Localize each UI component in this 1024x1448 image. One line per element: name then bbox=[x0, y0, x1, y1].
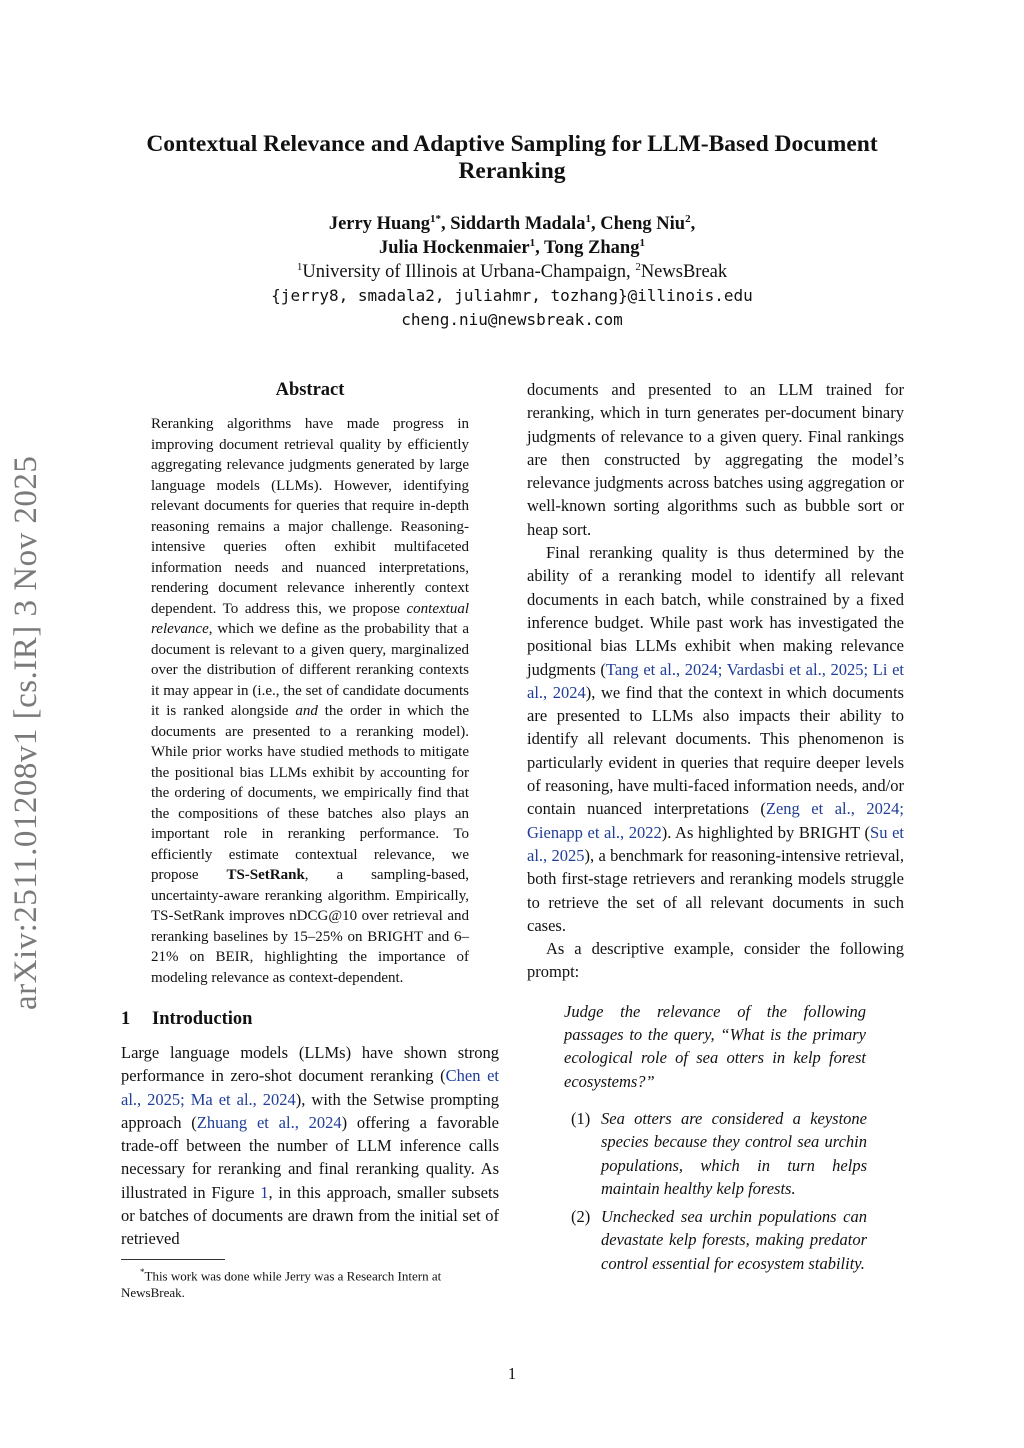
passage-list bbox=[571, 1107, 867, 1275]
abstract-emphasis: and bbox=[295, 703, 318, 719]
affiliation-uiuc: University of Illinois at Urbana-Champaign, bbox=[302, 262, 636, 282]
left-column bbox=[121, 378, 499, 1301]
abstract-text-part: , which we define as the probability that a document is relevant to a given query, marginalized over the distribution of different reranking contexts it may appear in (i.e., the set of candidate documents it is ranked alongside bbox=[151, 621, 469, 719]
body-text: ), we find that the context in which documents are presented to LLMs also impacts their ability to identify all relevant documents. This phenomenon is particularly evident in queries that require deeper levels of reasoning, have multi-faced information needs, and/or contain nuanced interpretations ( bbox=[527, 682, 904, 819]
example-prompt: Judge the relevance of the following passages to the query, “What is the primary ecological role of sea otters in kelp forest ecosystems?” bbox=[564, 1001, 866, 1091]
author-affiliation-mark: 2 bbox=[685, 212, 691, 225]
body-paragraph: As a descriptive example, consider the following prompt: bbox=[527, 939, 904, 982]
body-text: Final reranking quality is thus determined by the ability of a reranking model to identify all relevant documents in each batch, while constrained by a fixed inference budget. While past work has investigated the positional bias LLMs exhibit when making relevance judgments ( bbox=[527, 543, 904, 679]
body-text: ), a benchmark for reasoning-intensive retrieval, both first-stage retrievers and reranking models struggle to retrieve the set of all relevant documents in such cases. bbox=[527, 845, 904, 935]
abstract-emphasis: contextual relevance bbox=[151, 600, 469, 637]
email-illinois[interactable]: {jerry8, smadala2, juliahmr, tozhang}@illinois.edu bbox=[271, 286, 753, 305]
intro-paragraph bbox=[121, 1041, 499, 1251]
page-number: 1 bbox=[507, 1364, 517, 1383]
list-marker: (2) bbox=[571, 1207, 591, 1227]
body-paragraph bbox=[527, 541, 904, 937]
footnote-text: This work was done while Jerry was a Research Intern at NewsBreak. bbox=[121, 1268, 442, 1300]
footnote bbox=[121, 1264, 499, 1301]
body-text: ). As highlighted by BRIGHT ( bbox=[661, 822, 871, 842]
section-heading-introduction bbox=[121, 1007, 499, 1031]
body-text: ), with the Setwise prompting approach ( bbox=[121, 1089, 499, 1132]
author-name: Tong Zhang bbox=[544, 238, 640, 258]
author-name: Julia Hockenmaier bbox=[379, 238, 530, 258]
figure-reference-link[interactable]: 1 bbox=[260, 1182, 269, 1202]
section-number: 1 bbox=[121, 1009, 131, 1029]
abstract-text bbox=[151, 414, 469, 988]
author-block bbox=[112, 212, 912, 332]
footnote-mark: * bbox=[140, 1266, 145, 1277]
author-affiliation-mark: 1 bbox=[529, 236, 536, 249]
email-newsbreak[interactable]: cheng.niu@newsbreak.com bbox=[401, 310, 623, 329]
abstract-text-part: Reranking algorithms have made progress in improving document retrieval quality by efficiently aggregating relevance judgments generated by large language models (LLMs). However, identifying relevant documents for queries that require in-depth reasoning remains a major challenge. Reasoning-intensive queries often exhibit multifaceted information needs and nuanced interpretations, rendering document relevance inherently context dependent. To address this, we propose bbox=[151, 416, 469, 617]
method-name: TS-SetRank bbox=[226, 867, 305, 883]
affiliations bbox=[112, 260, 912, 284]
body-text: , in this approach, smaller subsets or batches of documents are drawn from the initial set of retrieved bbox=[121, 1182, 499, 1249]
author-affiliation-mark: 1* bbox=[430, 212, 442, 225]
affiliation-mark: 2 bbox=[635, 260, 641, 273]
abstract-text-part: , a sampling-based, uncertainty-aware reranking algorithm. Empirically, TS-SetRank improves nDCG@10 over retrieval and reranking baselines by 15–25% on BRIGHT and 6–21% on BEIR, highlighting the importance of modeling relevance as context-dependent. bbox=[151, 867, 469, 986]
body-paragraph: documents and presented to an LLM trained for reranking, which in turn generates per-document binary judgments of relevance to a given query. Final rankings are then constructed by aggregating the model’s relevance judgments across batches using aggregation or well-known sorting algorithms such as bubble sort or heap sort. bbox=[527, 380, 904, 539]
arxiv-identifier[interactable]: arXiv:2511.01208v1 [cs.IR] 3 Nov 2025 bbox=[8, 455, 44, 1010]
passage-text: Unchecked sea urchin populations can devastate kelp forests, making predator control essential for ecosystem stability. bbox=[601, 1207, 867, 1273]
author-affiliation-mark: 1 bbox=[639, 236, 645, 249]
citation-link[interactable]: Zeng et al., 2024; Gienapp et al., 2022 bbox=[527, 799, 904, 842]
author-name: Cheng Niu bbox=[600, 214, 686, 234]
author-name: Jerry Huang bbox=[328, 214, 431, 234]
citation-link[interactable]: Zhuang et al., 2024 bbox=[196, 1112, 342, 1132]
right-column bbox=[527, 378, 904, 1280]
abstract-text-part: the order in which the documents are presented to a reranking model). While prior works have studied methods to mitigate the positional bias LLMs exhibit by accounting for the ordering of documents, we empirically find that the compositions of these batches also plays an important role in reranking performance. To efficiently estimate contextual relevance, we propose bbox=[151, 703, 470, 883]
section-title: Introduction bbox=[152, 1009, 253, 1029]
author-line-1: Jerry Huang$^{1*}$, Siddarth Madala$^1$, Cheng Niu$^2$, bbox=[328, 212, 696, 234]
author-affiliation-mark: 1 bbox=[585, 212, 591, 225]
affiliation-mark: 1 bbox=[296, 260, 303, 273]
affiliation-newsbreak: NewsBreak bbox=[640, 262, 728, 282]
paper-title: Contextual Relevance and Adaptive Sampling for LLM-Based Document Reranking bbox=[146, 131, 878, 184]
citation-link[interactable]: Su et al., 2025 bbox=[527, 822, 904, 865]
list-marker: (1) bbox=[571, 1108, 591, 1128]
author-name: Siddarth Madala bbox=[450, 214, 586, 234]
abstract-heading: Abstract bbox=[275, 380, 345, 400]
passage-text: Sea otters are considered a keystone species because they control sea urchin populations, which in turn helps maintain healthy kelp forests. bbox=[601, 1108, 867, 1198]
citation-link[interactable]: Tang et al., 2024; Vardasbi et al., 2025; Li et al., 2024 bbox=[527, 659, 904, 702]
citation-link[interactable]: Chen et al., 2025; Ma et al., 2024 bbox=[121, 1066, 499, 1109]
body-text: ) offering a favorable trade-off between the number of LLM inference calls necessary for reranking and final reranking quality. As illustrated in Figure bbox=[121, 1112, 499, 1202]
list-item bbox=[571, 1107, 867, 1200]
author-line-2: Julia Hockenmaier$^1$, Tong Zhang$^1$ bbox=[379, 236, 645, 258]
list-item bbox=[571, 1205, 867, 1275]
footnote-divider bbox=[121, 1259, 225, 1260]
body-text: Large language models (LLMs) have shown strong performance in zero-shot document reranking ( bbox=[121, 1043, 499, 1086]
